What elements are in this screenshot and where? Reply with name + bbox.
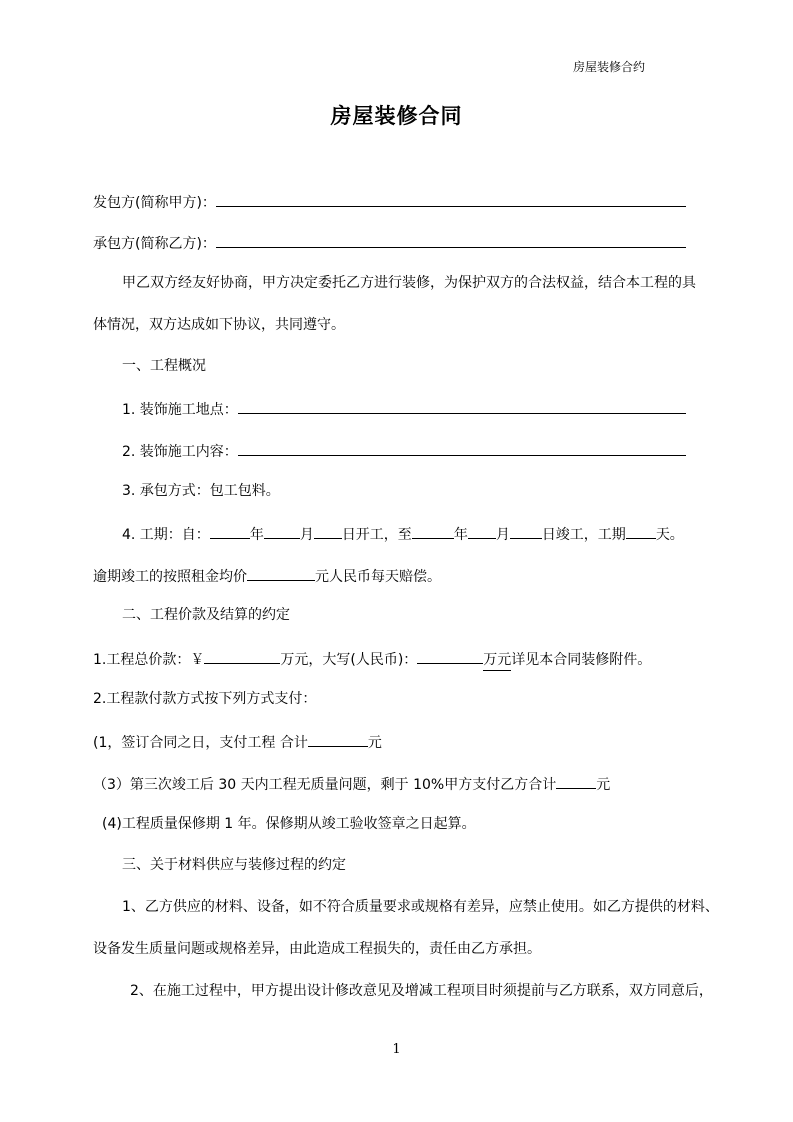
total-price-suffix: 详见本合同装修附件。 [511,652,652,668]
payment-1-suffix: 元 [367,735,382,751]
end-month-label: 月 [495,527,510,543]
start-day-label: 日开工，至 [341,527,412,543]
preamble-line-1: 甲乙双方经友好协商，甲方决定委托乙方进行装修，为保护双方的合法权益，结合本工程的具 [122,275,696,291]
site-location-label: 1. 装饰施工地点： [122,402,238,418]
warranty-line: (4)工程质量保修期 1 年。保修期从竣工验收签章之日起算。 [102,816,476,832]
payment-3-line [93,772,610,795]
start-month-blank[interactable] [264,522,300,539]
payment-3-blank[interactable] [556,772,596,789]
party-a-line [93,190,686,213]
party-b-blank[interactable] [216,231,686,248]
total-price-blank[interactable] [204,647,280,664]
site-location-blank[interactable] [238,397,686,414]
penalty-prefix: 逾期竣工的按照租金均价 [93,569,247,585]
payment-3-prefix: （3）第三次竣工后 30 天内工程无质量问题，剩于 10%甲方支付乙方合计 [93,777,557,793]
contract-method: 3. 承包方式：包工包料。 [122,483,280,499]
work-content-line [122,439,686,462]
section3-heading: 三、关于材料供应与装修过程的约定 [122,857,346,873]
penalty-suffix: 元人民币每天赔偿。 [315,569,441,585]
payment-1-prefix: (1，签订合同之日，支付工程 合计 [93,735,308,751]
total-price-words-blank[interactable] [417,647,483,664]
payment-1-line [93,730,382,753]
start-month-label: 月 [299,527,314,543]
end-day-blank[interactable] [510,522,542,539]
end-year-blank[interactable] [412,522,454,539]
party-b-line [93,231,686,254]
duration-label: 天。 [655,527,684,543]
end-month-blank[interactable] [468,522,496,539]
running-header: 房屋装修合约 [573,60,646,74]
payment-method: 2.工程款付款方式按下列方式支付： [93,691,317,707]
penalty-amount-blank[interactable] [247,564,315,581]
party-a-label: 发包方(简称甲方)： [93,195,216,211]
start-year-blank[interactable] [210,522,250,539]
total-price-line [93,647,651,671]
work-content-blank[interactable] [238,439,686,456]
total-price-unit-2: 万元 [483,650,511,671]
party-b-label: 承包方(简称乙方)： [93,236,216,252]
payment-3-suffix: 元 [596,777,611,793]
end-day-label: 日竣工，工期 [541,527,626,543]
preamble-line-2: 体情况，双方达成如下协议，共同遵守。 [93,317,345,333]
page-number: 1 [392,1042,401,1057]
document-title: 房屋装修合同 [330,104,463,128]
section2-heading: 二、工程价款及结算的约定 [122,607,290,623]
schedule-prefix: 4. 工期：自： [122,527,210,543]
start-year-label: 年 [249,527,264,543]
total-price-prefix: 1.工程总价款：￥ [93,652,205,668]
party-a-blank[interactable] [216,190,686,207]
start-day-blank[interactable] [314,522,342,539]
design-change-line-1: 2、在施工过程中，甲方提出设计修改意见及增减工程项目时须提前与乙方联系，双方同意后， [130,983,713,999]
materials-line-2: 设备发生质量问题或规格差异，由此造成工程损失的，责任由乙方承担。 [93,941,541,957]
materials-line-1: 1、乙方供应的材料、设备，如不符合质量要求或规格有差异，应禁止使用。如乙方提供的材料、 [122,899,719,915]
schedule-line [122,522,684,545]
section1-heading: 一、工程概况 [122,358,206,374]
penalty-line [93,564,441,587]
site-location-line [122,397,686,420]
payment-1-blank[interactable] [308,730,368,747]
duration-blank[interactable] [626,522,656,539]
total-price-unit: 万元，大写(人民币)： [280,652,418,668]
end-year-label: 年 [453,527,468,543]
work-content-label: 2. 装饰施工内容： [122,444,238,460]
